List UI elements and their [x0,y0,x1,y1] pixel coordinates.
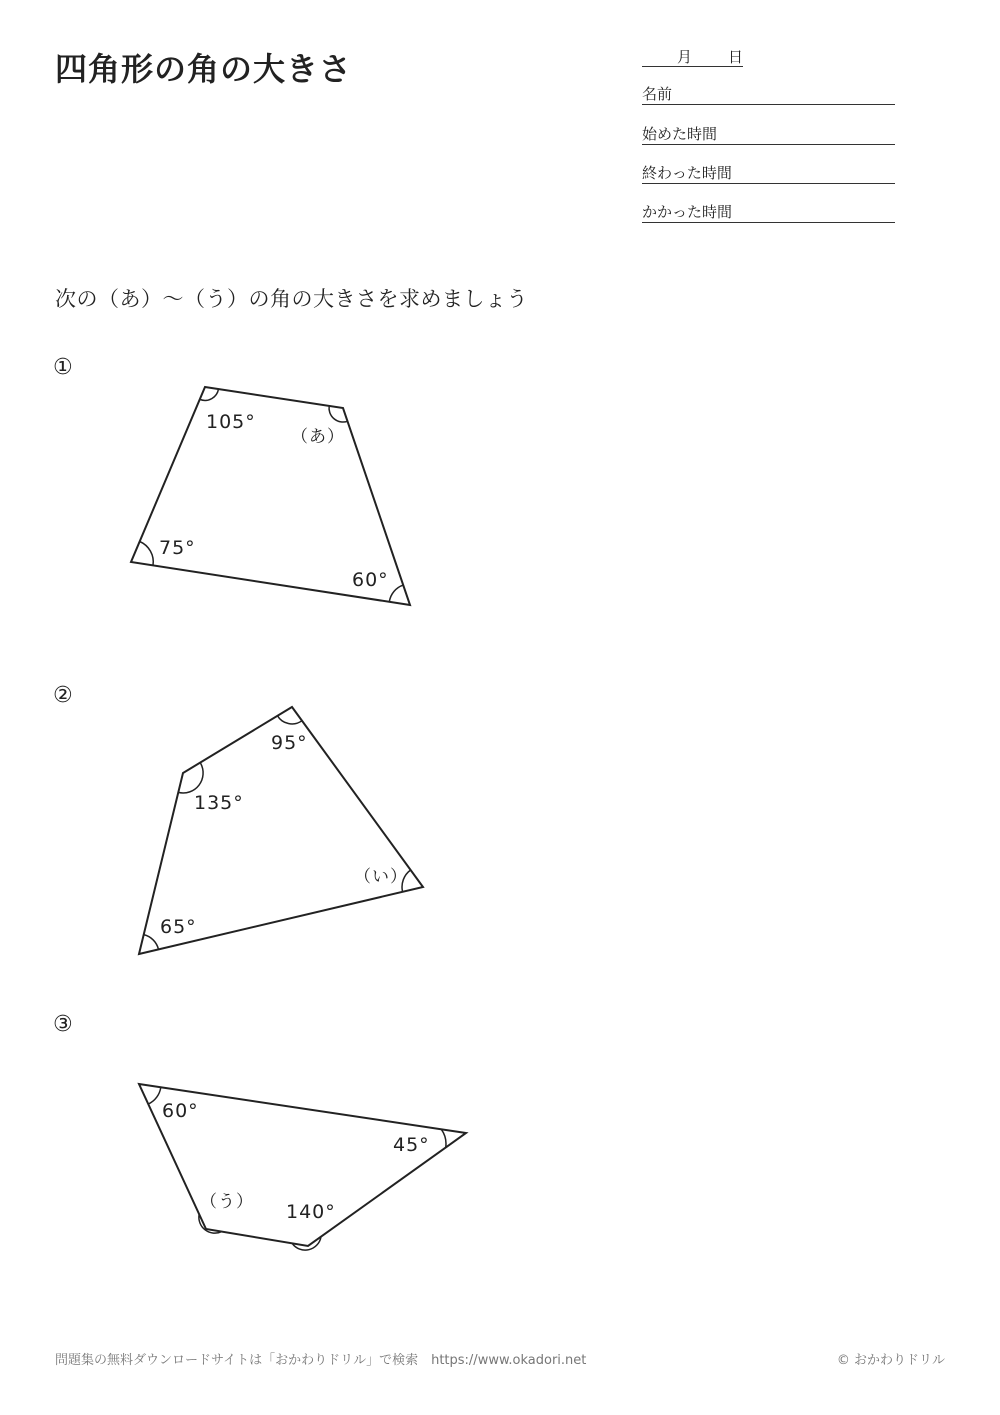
angle-label-3-45: 45° [393,1134,430,1156]
question-3-number: ③ [53,1012,73,1037]
start-time-label: 始めた時間 [642,125,718,143]
angle-label-1-60: 60° [352,569,389,591]
angle-label-2-95: 95° [271,732,308,754]
end-time-label: 終わった時間 [642,164,732,182]
footer-site-note: 問題集の無料ダウンロードサイトは「おかわりドリル」で検索 https://www.okadori.net [55,1353,587,1368]
question-2-number: ② [53,683,73,708]
angle-label-3-60: 60° [162,1100,199,1122]
angle-label-1-105: 105° [206,411,256,433]
angle-label-2-65: 65° [160,916,197,938]
angle-label-i: （い） [354,867,408,887]
elapsed-time-label: かかった時間 [642,203,733,221]
angle-arc-3-top-left [148,1087,160,1104]
angle-arc-3-right [441,1129,446,1147]
angle-label-2-135: 135° [194,792,244,814]
angle-label-3-140: 140° [286,1201,336,1223]
day-label: 日 [728,48,744,66]
month-label: 月 [677,48,693,66]
angle-label-a: （あ） [291,427,345,447]
question-1-number: ① [53,355,73,380]
page-title: 四角形の角の大きさ [55,50,353,88]
angle-label-u: （う） [200,1192,254,1212]
footer-copyright: © おかわりドリル [836,1353,945,1368]
angle-label-1-75: 75° [159,537,196,559]
name-label: 名前 [642,85,673,103]
instruction: 次の（あ）～（う）の角の大きさを求めましょう [55,287,528,311]
